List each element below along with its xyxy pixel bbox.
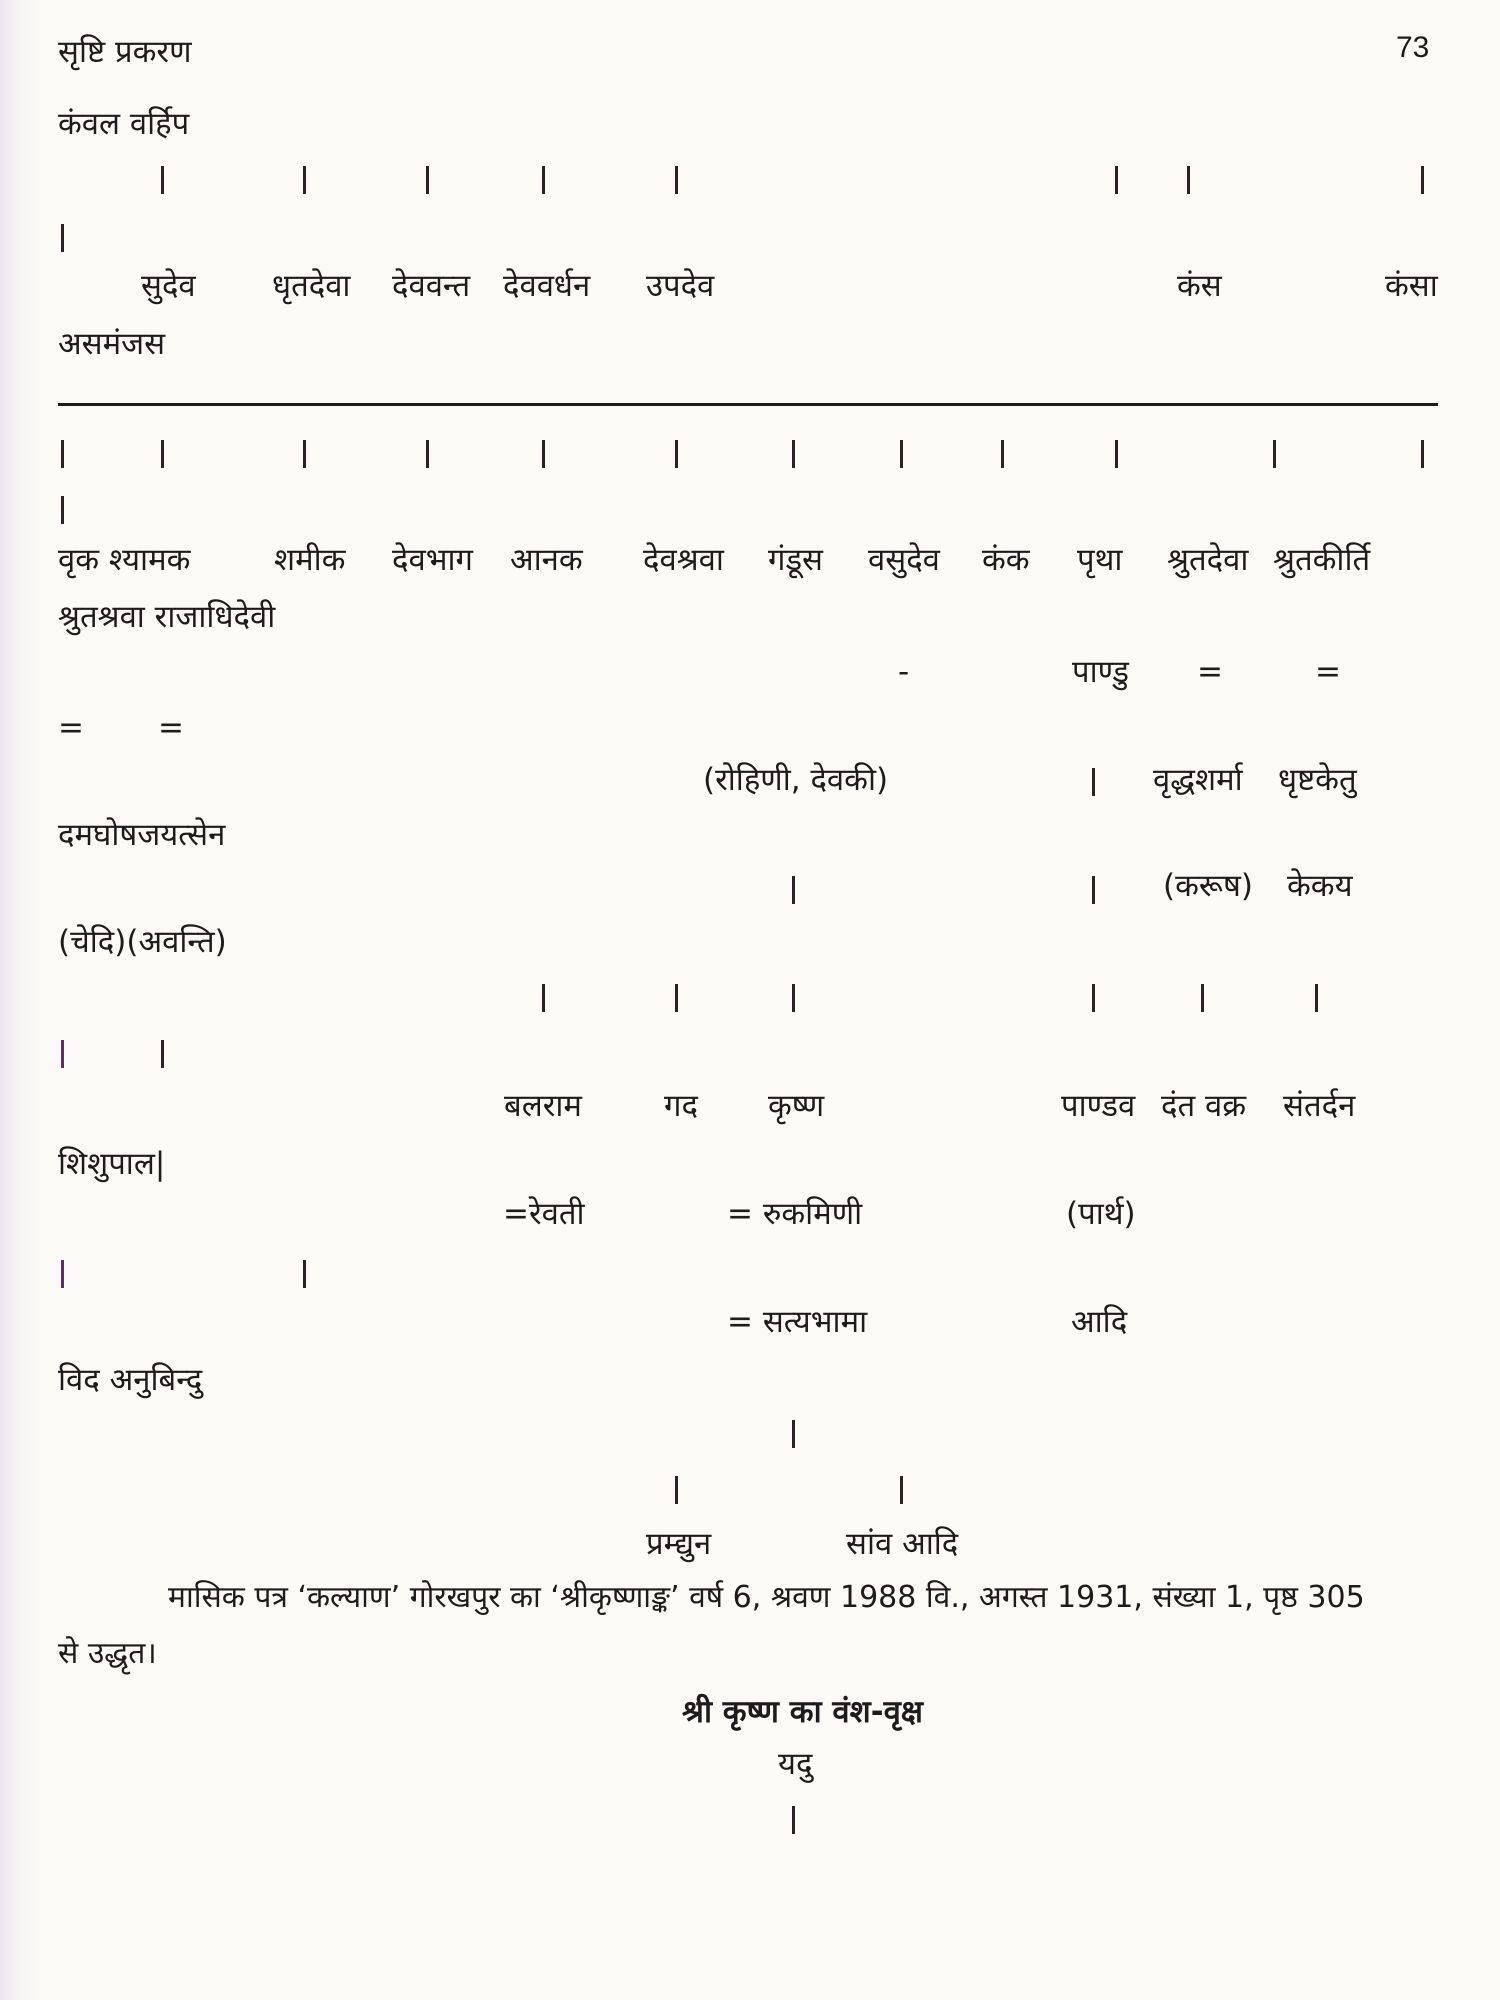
tree-node: शमीक	[274, 542, 346, 578]
section-title: श्री कृष्ण का वंश-वृक्ष	[682, 1694, 924, 1730]
horizontal-rule	[58, 403, 1438, 406]
tree-node: विद अनुबिन्दु	[58, 1362, 203, 1398]
tree-connector	[1421, 440, 1424, 468]
tree-connector	[426, 166, 429, 194]
tree-node: शिशुपाल|	[58, 1146, 166, 1182]
tree-node: (करूष)	[1163, 868, 1254, 904]
tree-line: कंवल वर्हिप	[58, 106, 190, 142]
tree-connector	[900, 1476, 903, 1504]
running-header: सृष्टि प्रकरण	[58, 34, 192, 70]
tree-connector	[1092, 876, 1095, 904]
page-number: 73	[1396, 31, 1430, 64]
tree-connector	[542, 166, 545, 194]
tree-node: = सत्यभामा	[727, 1304, 868, 1340]
tree-connector	[792, 1420, 795, 1448]
tree-connector	[675, 1476, 678, 1504]
tree-node: गंडूस	[768, 542, 823, 578]
tree-connector	[1092, 984, 1095, 1012]
tree-connector	[61, 496, 64, 524]
citation-line: से उद्धृत।	[58, 1636, 157, 1671]
tree-node: =रेवती	[503, 1196, 585, 1232]
tree-node: सुदेव	[141, 268, 196, 304]
tree-connector	[1001, 440, 1004, 468]
tree-connector	[1201, 984, 1204, 1012]
tree-connector	[303, 1260, 306, 1288]
tree-connector	[542, 440, 545, 468]
tree-connector	[900, 440, 903, 468]
tree-connector	[1421, 166, 1424, 194]
tree-node: देवभाग	[392, 542, 473, 578]
tree-marker: =	[158, 710, 184, 746]
tree-connector	[1273, 440, 1276, 468]
tree-connector	[675, 984, 678, 1012]
tree-marker: =	[1197, 654, 1223, 690]
tree-node: प्रम्द्युन	[646, 1526, 712, 1562]
tree-connector	[792, 440, 795, 468]
tree-node: असमंजस	[58, 326, 166, 362]
tree-node: श्रुतकीर्ति	[1273, 542, 1371, 578]
tree-node: उपदेव	[646, 268, 715, 304]
tree-node: वृक श्यामक	[58, 542, 191, 578]
tree-node: यदु	[778, 1746, 813, 1782]
tree-node: देववन्त	[392, 268, 471, 304]
tree-node: दमघोषजयत्सेन	[58, 817, 226, 853]
tree-connector	[61, 1260, 64, 1288]
tree-node: आदि	[1071, 1304, 1128, 1340]
tree-node: गद	[664, 1088, 698, 1124]
tree-node: सांव आदि	[846, 1526, 959, 1562]
tree-node: कृष्ण	[768, 1088, 825, 1124]
tree-connector	[161, 166, 164, 194]
tree-connector	[792, 876, 795, 904]
tree-node: धृतदेवा	[272, 268, 351, 304]
tree-connector	[792, 984, 795, 1012]
tree-connector	[161, 1040, 164, 1068]
tree-node: वृद्धशर्मा	[1153, 762, 1243, 798]
tree-marker: =	[58, 710, 84, 746]
tree-node: पाण्डु	[1072, 654, 1129, 690]
tree-connector	[1092, 768, 1095, 796]
tree-connector	[303, 166, 306, 194]
tree-node: दंत वक्र	[1161, 1088, 1247, 1124]
tree-node: वसुदेव	[868, 542, 940, 578]
tree-node: कंसा	[1385, 268, 1438, 304]
tree-connector	[675, 440, 678, 468]
tree-node: पाण्डव	[1061, 1088, 1136, 1124]
tree-node: कंक	[982, 542, 1030, 578]
tree-node: देवश्रवा	[643, 542, 724, 578]
tree-node: श्रुतदेवा	[1167, 542, 1249, 578]
tree-connector	[1315, 984, 1318, 1012]
tree-connector	[61, 1040, 64, 1068]
tree-node: श्रुतश्रवा राजाधिदेवी	[58, 599, 276, 635]
tree-connector	[542, 984, 545, 1012]
tree-node: बलराम	[504, 1088, 582, 1124]
tree-node: (पार्थ)	[1066, 1196, 1136, 1232]
citation-line: मासिक पत्र ‘कल्याण’ गोरखपुर का ‘श्रीकृष्णाङ्क’ वर्ष 6, श्रवण 1988 वि., अगस्त 1931, संख्या 1, पृष्ठ 305	[168, 1580, 1365, 1615]
tree-connector	[1187, 166, 1190, 194]
tree-connector	[61, 224, 64, 252]
tree-marker: -	[898, 654, 910, 690]
tree-node: कंस	[1177, 268, 1222, 304]
tree-node: केकय	[1287, 868, 1353, 904]
tree-node: संतर्दन	[1283, 1088, 1356, 1124]
tree-connector	[426, 440, 429, 468]
tree-connector	[1115, 440, 1118, 468]
tree-node: देववर्धन	[503, 268, 591, 304]
tree-node: (चेदि)(अवन्ति)	[58, 924, 227, 960]
tree-connector	[61, 440, 64, 468]
tree-node: पृथा	[1077, 542, 1123, 578]
tree-marker: =	[1315, 654, 1341, 690]
tree-node: = रुकमिणी	[727, 1196, 863, 1232]
tree-node: धृष्टकेतु	[1278, 762, 1357, 798]
tree-connector	[675, 166, 678, 194]
tree-connector	[1115, 166, 1118, 194]
tree-connector	[303, 440, 306, 468]
tree-connector	[792, 1806, 795, 1834]
tree-node: (रोहिणी, देवकी)	[703, 762, 889, 798]
tree-connector	[161, 440, 164, 468]
tree-node: आनक	[510, 542, 583, 578]
